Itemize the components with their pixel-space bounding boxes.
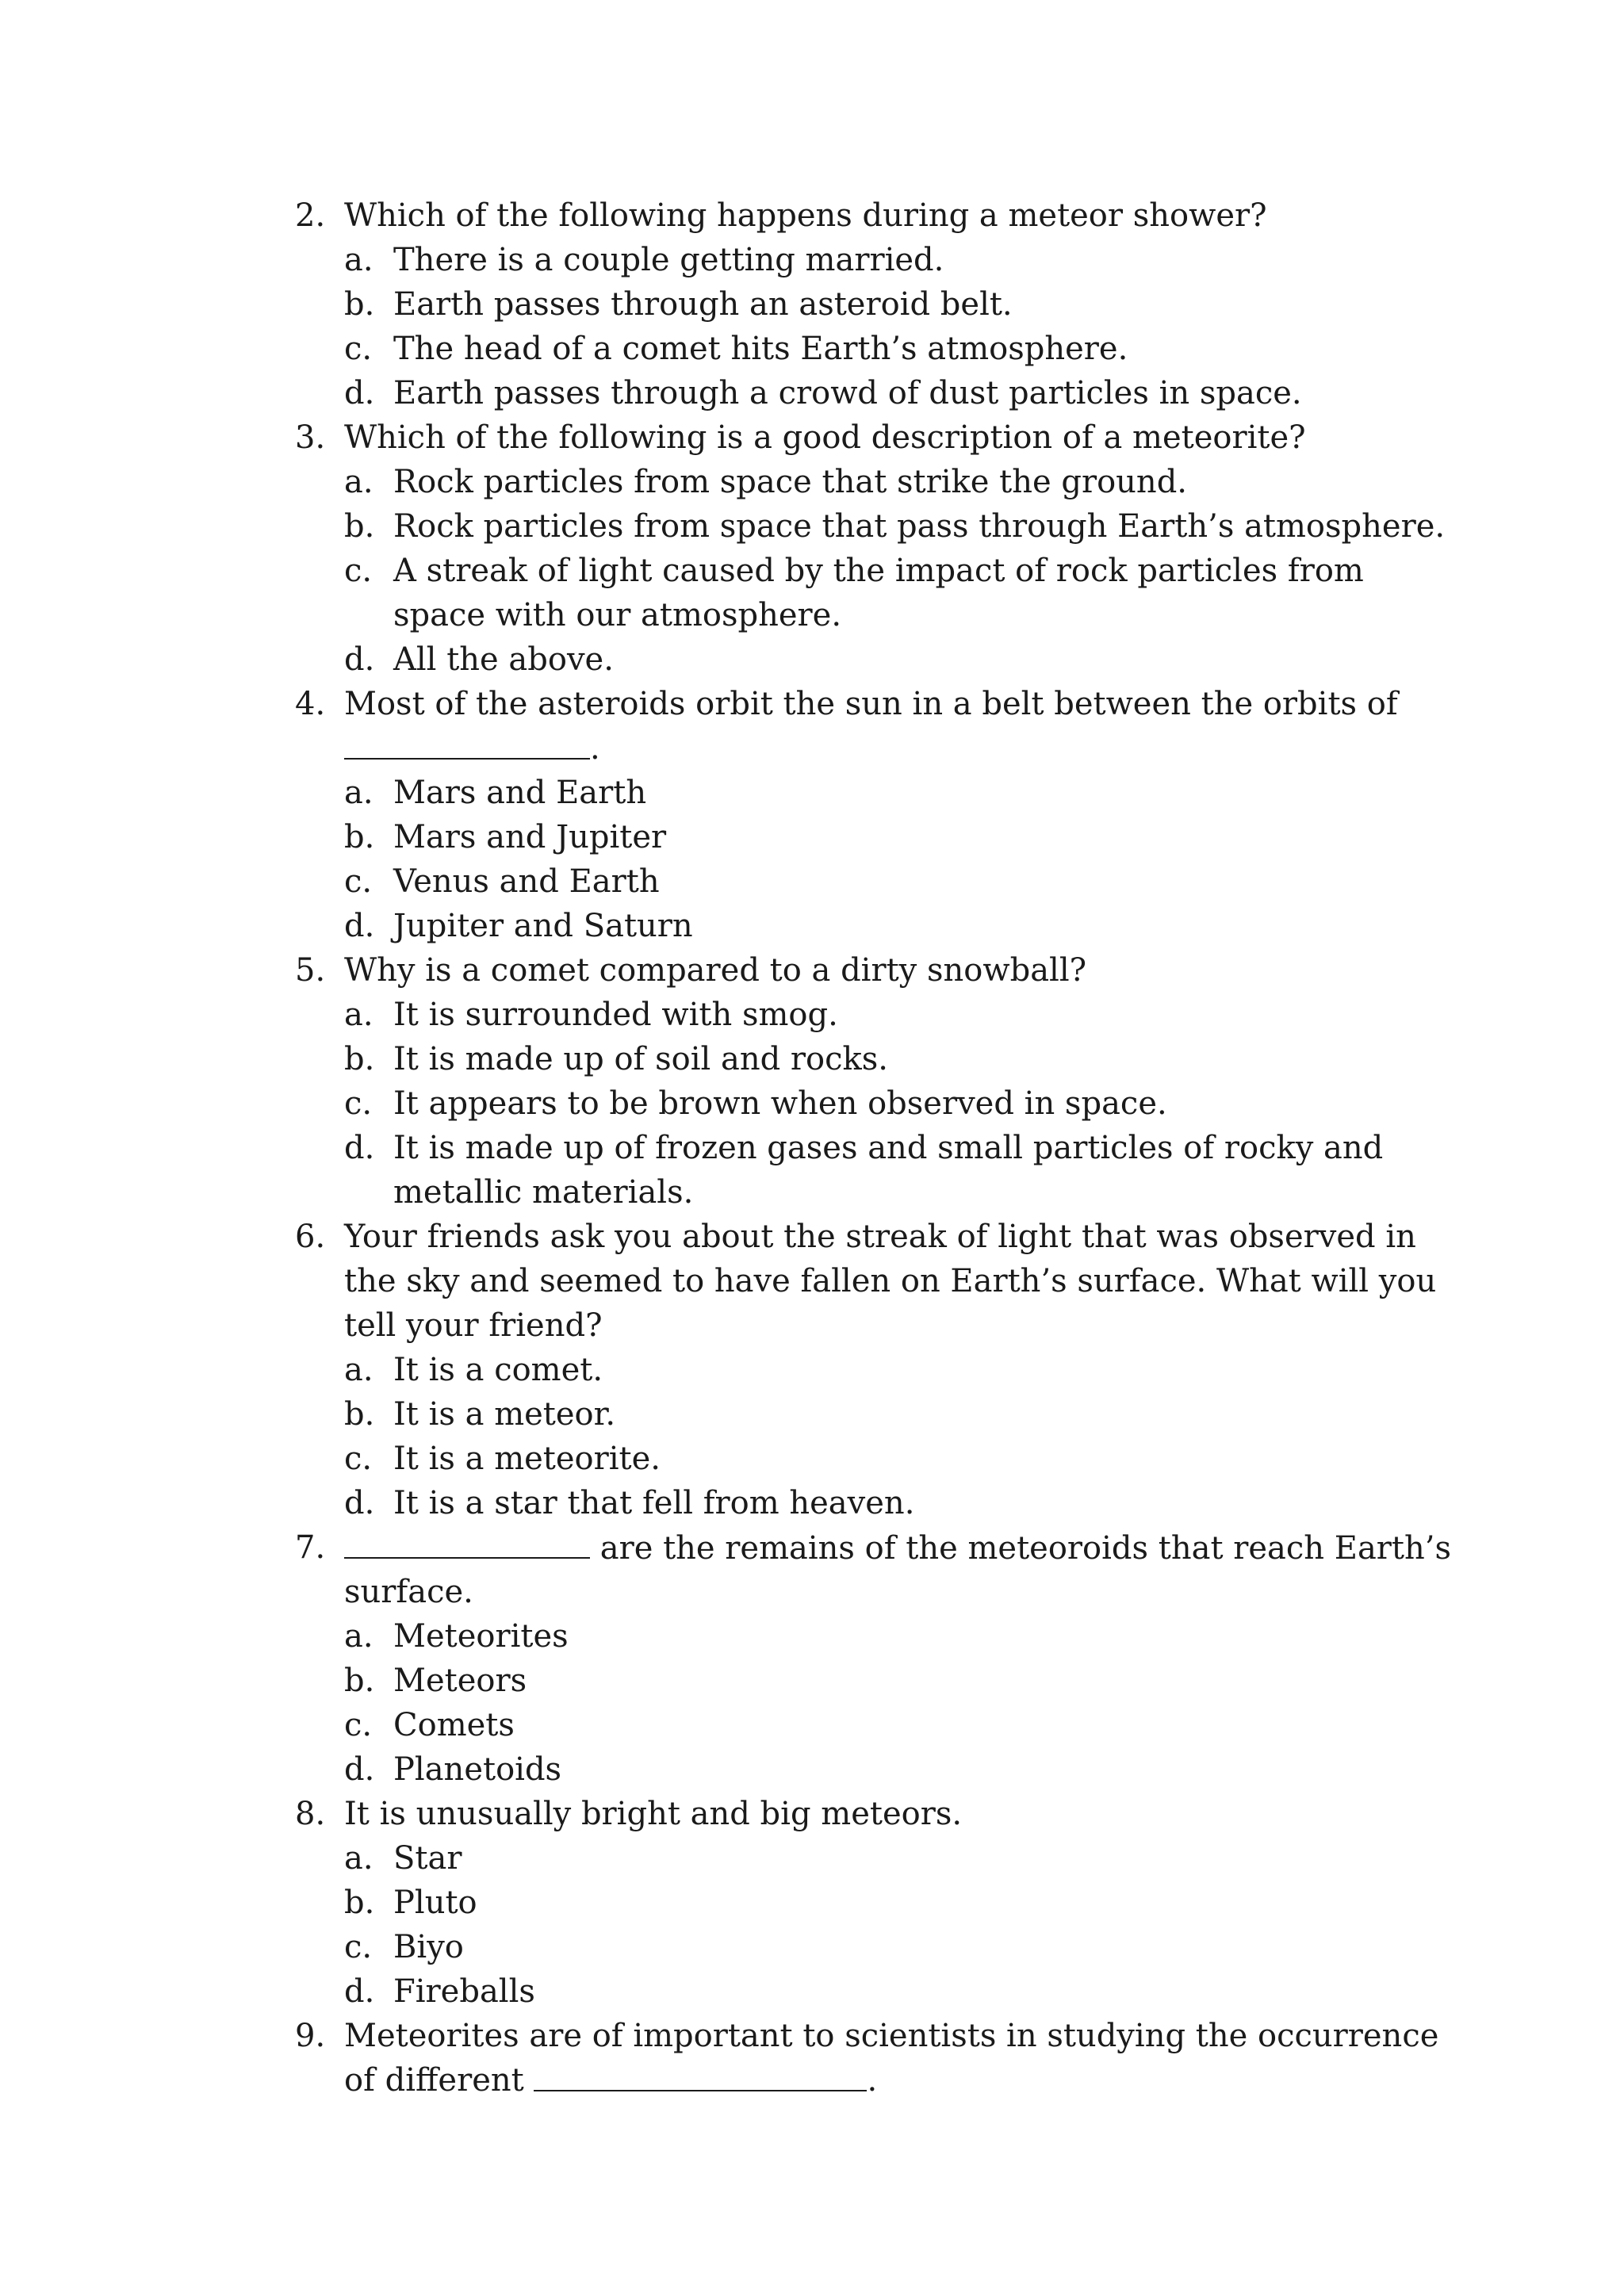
option-b bbox=[295, 815, 1437, 859]
option-letter: a. bbox=[344, 1352, 373, 1388]
option-letter: c. bbox=[344, 1707, 373, 1743]
option-letter: c. bbox=[344, 1929, 373, 1965]
question-continued bbox=[295, 1570, 1437, 1614]
question-continued bbox=[295, 1259, 1437, 1303]
option-b bbox=[295, 1392, 1437, 1437]
question-line bbox=[295, 682, 1437, 726]
option-letter: b. bbox=[344, 1885, 375, 1921]
option-text: Earth passes through a crowd of dust particles in space. bbox=[393, 375, 1302, 411]
question-line bbox=[295, 1525, 1451, 1570]
question-line bbox=[295, 2014, 1437, 2058]
option-letter: a. bbox=[344, 997, 373, 1033]
option-d bbox=[295, 1481, 1437, 1525]
question-text: of different bbox=[344, 2062, 524, 2099]
question-text: tell your friend? bbox=[344, 1307, 603, 1344]
question-number: 7. bbox=[295, 1529, 326, 1566]
option-letter: c. bbox=[344, 553, 373, 589]
option-b bbox=[295, 1659, 1437, 1703]
question-text: Most of the asteroids orbit the sun in a belt between the orbits of bbox=[344, 686, 1398, 722]
question-line bbox=[295, 948, 1437, 993]
option-d bbox=[295, 1747, 1437, 1792]
question-9 bbox=[295, 2014, 1437, 2103]
option-text: Rock particles from space that strike the ground. bbox=[393, 464, 1188, 500]
option-letter: d. bbox=[344, 1130, 375, 1166]
option-letter: b. bbox=[344, 286, 375, 323]
option-c bbox=[295, 1703, 1437, 1747]
question-number: 5. bbox=[295, 952, 326, 989]
option-text: Star bbox=[393, 1840, 462, 1877]
question-line bbox=[295, 193, 1437, 238]
option-letter: b. bbox=[344, 1396, 375, 1433]
option-b bbox=[295, 504, 1446, 549]
quiz-list bbox=[295, 193, 1451, 2103]
question-8 bbox=[295, 1792, 1437, 2014]
question-5 bbox=[295, 948, 1437, 1215]
answer-blank bbox=[344, 1525, 590, 1559]
option-text: It is surrounded with smog. bbox=[393, 997, 838, 1033]
option-text: It appears to be brown when observed in space. bbox=[393, 1085, 1167, 1122]
option-letter: c. bbox=[344, 331, 373, 367]
question-text: the sky and seemed to have fallen on Earth’s surface. What will you bbox=[344, 1263, 1437, 1299]
option-text: It is a comet. bbox=[393, 1352, 603, 1388]
option-text: Comets bbox=[393, 1707, 515, 1743]
option-letter: d. bbox=[344, 375, 375, 411]
option-text: Earth passes through an asteroid belt. bbox=[393, 286, 1013, 323]
option-text: There is a couple getting married. bbox=[393, 242, 944, 278]
option-text: Fireballs bbox=[393, 1973, 535, 2010]
option-text: A streak of light caused by the impact of rock particles from bbox=[393, 553, 1364, 589]
option-letter: b. bbox=[344, 1663, 375, 1699]
question-text: . bbox=[867, 2062, 878, 2099]
option-c bbox=[295, 859, 1437, 904]
question-number: 2. bbox=[295, 197, 326, 234]
option-text: Meteors bbox=[393, 1663, 527, 1699]
option-letter: a. bbox=[344, 464, 373, 500]
question-line bbox=[295, 1792, 1437, 1836]
option-d bbox=[295, 1969, 1437, 2014]
option-a bbox=[295, 771, 1437, 815]
option-text: Mars and Earth bbox=[393, 775, 647, 811]
option-text: It is made up of soil and rocks. bbox=[393, 1041, 889, 1077]
option-text: It is a star that fell from heaven. bbox=[393, 1485, 915, 1521]
option-letter: d. bbox=[344, 1973, 375, 2010]
option-text: The head of a comet hits Earth’s atmosphere. bbox=[393, 331, 1128, 367]
option-text: It is a meteor. bbox=[393, 1396, 616, 1433]
option-text: Pluto bbox=[393, 1885, 477, 1921]
question-3 bbox=[295, 415, 1446, 682]
answer-blank bbox=[534, 2058, 867, 2091]
option-text: Venus and Earth bbox=[393, 863, 660, 900]
option-letter: d. bbox=[344, 641, 375, 678]
question-continued bbox=[295, 2058, 1437, 2103]
option-text: All the above. bbox=[393, 641, 614, 678]
question-text: Which of the following happens during a meteor shower? bbox=[344, 197, 1267, 234]
option-c bbox=[295, 1925, 1437, 1969]
option-letter: a. bbox=[344, 1840, 373, 1877]
question-text: It is unusually bright and big meteors. bbox=[344, 1796, 963, 1832]
option-c-continued bbox=[295, 593, 1437, 637]
option-d-continued bbox=[295, 1170, 1437, 1215]
option-text: space with our atmosphere. bbox=[393, 597, 842, 633]
option-a bbox=[295, 993, 1437, 1037]
option-text: metallic materials. bbox=[393, 1174, 694, 1211]
option-letter: d. bbox=[344, 908, 375, 944]
option-a bbox=[295, 1836, 1437, 1881]
option-a bbox=[295, 238, 1437, 282]
question-text: Why is a comet compared to a dirty snowball? bbox=[344, 952, 1087, 989]
option-a bbox=[295, 1614, 1437, 1659]
question-6 bbox=[295, 1215, 1437, 1525]
option-text: It is a meteorite. bbox=[393, 1441, 661, 1477]
option-text: Biyo bbox=[393, 1929, 464, 1965]
option-letter: b. bbox=[344, 819, 375, 855]
question-line bbox=[295, 415, 1437, 460]
option-letter: d. bbox=[344, 1751, 375, 1788]
option-b bbox=[295, 1037, 1437, 1081]
option-text: It is made up of frozen gases and small particles of rocky and bbox=[393, 1130, 1384, 1166]
option-a bbox=[295, 460, 1437, 504]
question-text: . bbox=[590, 730, 600, 767]
option-a bbox=[295, 1348, 1437, 1392]
question-number: 9. bbox=[295, 2018, 326, 2054]
option-text: Jupiter and Saturn bbox=[393, 908, 693, 944]
option-b bbox=[295, 1881, 1437, 1925]
question-continued bbox=[295, 726, 1437, 771]
question-text: Meteorites are of important to scientists in studying the occurrence bbox=[344, 2018, 1439, 2054]
question-text: surface. bbox=[344, 1574, 473, 1610]
option-letter: a. bbox=[344, 242, 373, 278]
option-letter: d. bbox=[344, 1485, 375, 1521]
option-c bbox=[295, 1081, 1437, 1126]
question-text-wrap bbox=[344, 1525, 1451, 1570]
option-text: Planetoids bbox=[393, 1751, 562, 1788]
answer-blank bbox=[344, 726, 590, 760]
option-letter: a. bbox=[344, 1618, 373, 1655]
question-number: 3. bbox=[295, 419, 326, 456]
question-2 bbox=[295, 193, 1437, 415]
question-number: 6. bbox=[295, 1219, 326, 1255]
option-text: Mars and Jupiter bbox=[393, 819, 667, 855]
option-letter: b. bbox=[344, 508, 375, 545]
option-b bbox=[295, 282, 1437, 327]
option-letter: b. bbox=[344, 1041, 375, 1077]
option-letter: c. bbox=[344, 863, 373, 900]
option-letter: c. bbox=[344, 1441, 373, 1477]
option-d bbox=[295, 637, 1437, 682]
option-d bbox=[295, 1126, 1437, 1170]
question-line bbox=[295, 1215, 1437, 1259]
option-letter: c. bbox=[344, 1085, 373, 1122]
question-4 bbox=[295, 682, 1437, 948]
question-7 bbox=[295, 1525, 1451, 1792]
option-c bbox=[295, 327, 1437, 371]
question-continued bbox=[295, 1303, 1437, 1348]
option-text: Rock particles from space that pass through Earth’s atmosphere. bbox=[393, 508, 1446, 545]
option-c bbox=[295, 1437, 1437, 1481]
question-text: Your friends ask you about the streak of light that was observed in bbox=[344, 1219, 1416, 1255]
option-c bbox=[295, 549, 1437, 593]
question-number: 4. bbox=[295, 686, 326, 722]
question-text: Which of the following is a good description of a meteorite? bbox=[344, 419, 1306, 456]
option-d bbox=[295, 371, 1437, 415]
question-number: 8. bbox=[295, 1796, 326, 1832]
option-d bbox=[295, 904, 1437, 948]
question-text: are the remains of the meteoroids that reach Earth’s bbox=[599, 1530, 1451, 1567]
option-text: Meteorites bbox=[393, 1618, 569, 1655]
option-letter: a. bbox=[344, 775, 373, 811]
